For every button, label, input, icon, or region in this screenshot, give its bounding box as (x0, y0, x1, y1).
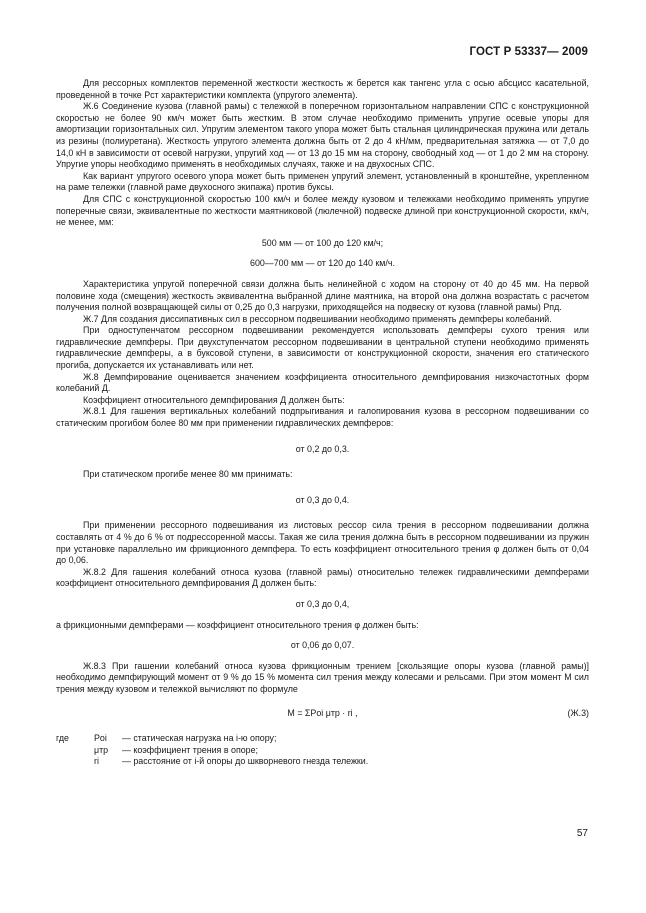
legend-row (56, 733, 589, 745)
paragraph: Для СПС с конструкционной скоростью 100 км/ч и более между кузовом и тележками необходимо применять упругие поперечные связи, эквивалентные по жесткости маятниковой (люлечной) подвеске длиной при конструкционной скорости, км/ч, не менее, мм: (56, 193, 589, 228)
centered-value: от 0,3 до 0,4, (295, 598, 350, 609)
paragraph: Ж.8.3 При гашении колебаний относа кузова фрикционным трением [скользящие опоры кузова (главной рамы)] необходимо демпфирующий момент от 9 % до 15 % момента сил трения между колесами и рельсами. При этом момент М сил трения между кузовом и тележкой вычисляют по формуле (56, 660, 589, 694)
paragraph: При статическом прогибе менее 80 мм принимать: (83, 469, 293, 480)
document-id: ГОСТ Р 53337— 2009 (469, 46, 588, 58)
centered-value: от 0,06 до 0,07. (290, 640, 355, 651)
page-body (56, 78, 589, 768)
paragraph: При применении рессорного подвешивания из листовых рессор сила трения в рессорном подвешивании должна составлять от 4 % до 6 % от подрессоренной массы. Такая же сила трения должна быть в рессорном подвешивании из пружин при установке параллельно им фрикционного демпфера. То есть коэффициент относительного трения φ должен быть от 0,04 до 0,06. (56, 520, 589, 566)
legend-row (56, 745, 589, 757)
paragraph: При одноступенчатом рессорном подвешивании рекомендуется использовать демпферы сухого трения или гидравлические демпферы. При двухступенчатом рессорном подвешивании в центральной ступени необходимо применять гидравлические демпферы, а в буксовой ступени, в зависимости от конструкционной скорости, значения его статического прогиба, допускается их устанавливать или нет. (56, 325, 589, 371)
formula-expression: M = ΣPоi μтр · ri , (287, 707, 358, 718)
paragraph: Ж.8.1 Для гашения вертикальных колебаний подпрыгивания и галопирования кузова в рессорном подвешивании со статическим прогибом более 80 мм при применении гидравлических демпферов: (56, 406, 589, 429)
centered-value: от 0,2 до 0,3. (295, 443, 350, 454)
formula-number: (Ж.3) (567, 707, 589, 718)
centered-value: 500 мм — от 100 до 120 км/ч; (261, 237, 384, 248)
page-number: 57 (576, 828, 588, 839)
paragraph: Ж.7 Для создания диссипативных сил в рессорном подвешивании необходимо применять демпферы колебаний. (83, 313, 552, 324)
legend-text: — расстояние от i-й опоры до шкворневого гнезда тележки. (122, 756, 369, 767)
paragraph: Ж.6 Соединение кузова (главной рамы) с тележкой в поперечном горизонтальном направлении СПС с конструкционной скоростью не более 90 км/ч может быть жестким. В этом случае необходимо применить упругие осевые упоры для амортизации горизонтальных сил. Упругим элементом такого упора может быть стальная цилиндрическая пружина или деталь из резины (полиуретана). Жесткость упругого элемента должна быть от 2 до 4 кН/мм, предварительная затяжка — от 7,0 до 14,0 кН в зависимости от осевой нагрузки, упругий ход — от 13 до 15 мм на сторону, свободный ход — от 1 до 2 мм на сторону. Упругие упоры необходимо применять в необходимых случаях, также и на двухосных СПС. (56, 101, 589, 170)
paragraph: Ж.8 Демпфирование оценивается значением коэффициента относительного демпфирования низкочастотных форм колебаний Д. (56, 371, 589, 394)
legend-symbol: μтр (94, 744, 109, 755)
formula (56, 708, 589, 720)
centered-value: 600—700 мм — от 120 до 140 км/ч. (250, 258, 395, 269)
paragraph: Характеристика упругой поперечной связи должна быть нелинейной с ходом на сторону от 40 до 45 мм. На первой половине хода (смещения) жесткость эквивалентна выбранной длине маятника, на второй она должна возрастать с расчетом получения полной возвращающей силы от 0,25 до 0,3 нагрузки, приходящейся на подвеску от кузова (главной рамы) Pпд. (56, 278, 589, 313)
paragraph: Как вариант упругого осевого упора может быть применен упругий элемент, установленный в кронштейне, укрепленном на раме тележки (главной раме двухосного экипажа) против буксы. (56, 170, 589, 193)
paragraph: а фрикционными демпферами — коэффициент относительного трения φ должен быть: (56, 619, 419, 630)
legend-text: — коэффициент трения в опоре; (122, 744, 259, 755)
legend-text: — статическая нагрузка на i-ю опору; (122, 733, 277, 744)
centered-value: от 0,3 до 0,4. (295, 494, 350, 505)
legend-row (56, 756, 589, 768)
legend-symbol: ri (94, 756, 99, 767)
paragraph: Ж.8.2 Для гашения колебаний относа кузова (главной рамы) относительно тележек гидравлическими демпферами коэффициент относительного демпфирования Д должен быть: (56, 566, 589, 589)
paragraph: Для рессорных комплектов переменной жесткости жесткость ж берется как тангенс угла с осью абсцисс касательной, проведенной в точке Pст характеристики комплекта (упругого элемента). (56, 78, 589, 100)
paragraph: Коэффициент относительного демпфирования Д должен быть: (83, 394, 345, 405)
legend-symbol: Pоi (94, 733, 107, 744)
formula-legend (56, 733, 589, 768)
legend-where-label: где (56, 733, 69, 744)
